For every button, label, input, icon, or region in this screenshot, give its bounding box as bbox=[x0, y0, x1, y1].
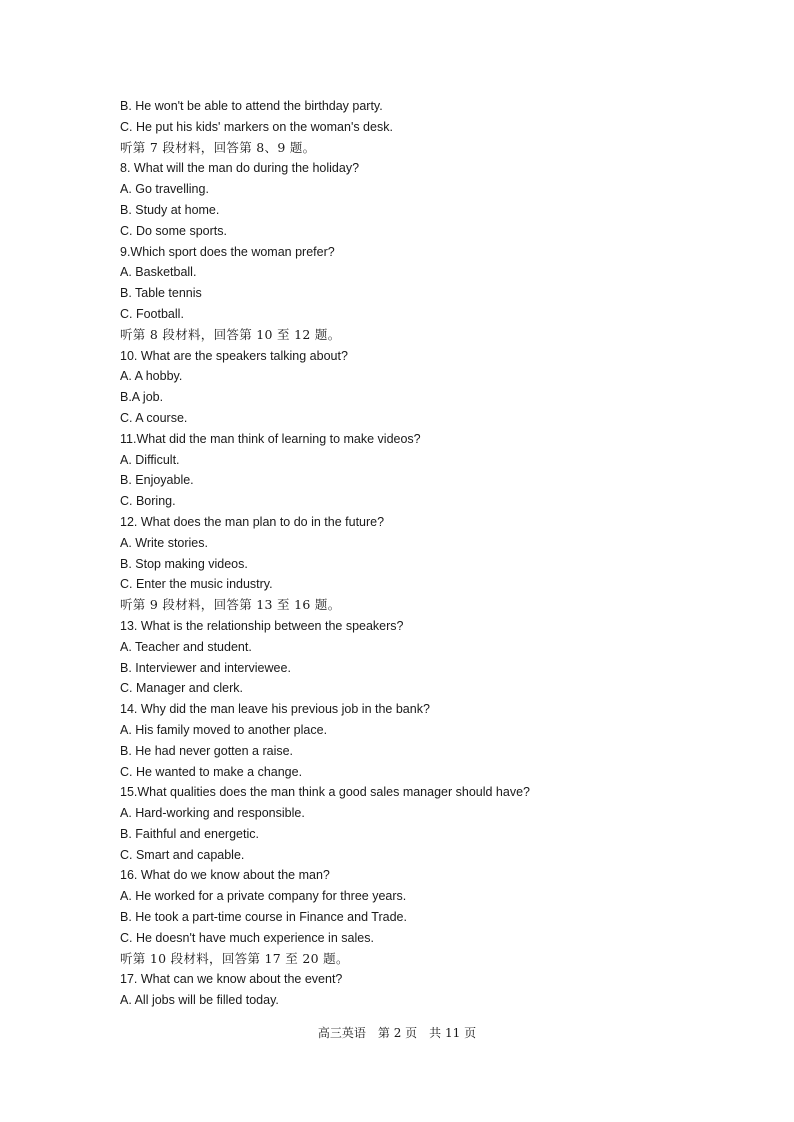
option-line: C. Manager and clerk. bbox=[120, 681, 243, 696]
question-line: 16. What do we know about the man? bbox=[120, 868, 330, 883]
question-line: 12. What does the man plan to do in the future? bbox=[120, 514, 385, 529]
question-list bbox=[120, 96, 720, 1011]
option-line: A. Teacher and student. bbox=[120, 639, 252, 654]
option-line: C. Football. bbox=[120, 306, 184, 321]
question-line: 17. What can we know about the event? bbox=[120, 972, 343, 987]
option-line: C. He wanted to make a change. bbox=[120, 764, 303, 779]
question-line: 14. Why did the man leave his previous job in the bank? bbox=[120, 702, 430, 717]
option-line: B. Table tennis bbox=[120, 286, 202, 301]
question-line: 9.Which sport does the woman prefer? bbox=[120, 244, 335, 259]
option-line: C. He put his kids' markers on the woman's desk. bbox=[120, 119, 393, 134]
option-line: B.A job. bbox=[120, 390, 164, 405]
section-instruction: 听第 10 段材料，回答第 17 至 20 题。 bbox=[120, 950, 349, 966]
option-line: A. He worked for a private company for three years. bbox=[120, 889, 407, 904]
option-line: B. Stop making videos. bbox=[120, 556, 248, 571]
option-line: A. His family moved to another place. bbox=[120, 722, 328, 737]
option-line: B. Interviewer and interviewee. bbox=[120, 660, 291, 675]
option-line: A. All jobs will be filled today. bbox=[120, 993, 279, 1008]
option-line: B. Enjoyable. bbox=[120, 473, 194, 488]
option-line: B. Study at home. bbox=[120, 202, 220, 217]
option-line: C. Smart and capable. bbox=[120, 847, 245, 862]
option-line: A. Difficult. bbox=[120, 452, 180, 467]
option-line: C. Boring. bbox=[120, 494, 176, 509]
option-line: C. He doesn't have much experience in sales. bbox=[120, 930, 374, 945]
question-line: 15.What qualities does the man think a good sales manager should have? bbox=[120, 785, 530, 800]
option-line: A. A hobby. bbox=[120, 369, 183, 384]
question-line: 11.What did the man think of learning to make videos? bbox=[120, 431, 421, 446]
option-line: B. Faithful and energetic. bbox=[120, 826, 259, 841]
page-footer: 高三英语 第 2 页 共 11 页 bbox=[317, 1026, 477, 1040]
option-line: B. He won't be able to attend the birthday party. bbox=[120, 99, 383, 113]
option-line: C. Do some sports. bbox=[120, 223, 227, 238]
option-line: A. Basketball. bbox=[120, 265, 197, 280]
question-line: 8. What will the man do during the holiday? bbox=[120, 161, 360, 176]
option-line: C. Enter the music industry. bbox=[120, 577, 273, 592]
option-line: B. He had never gotten a raise. bbox=[120, 743, 294, 758]
section-instruction: 听第 9 段材料，回答第 13 至 16 题。 bbox=[120, 597, 341, 613]
question-line: 13. What is the relationship between the speakers? bbox=[120, 618, 404, 633]
option-line: C. A course. bbox=[120, 410, 188, 425]
option-line: A. Write stories. bbox=[120, 535, 208, 550]
option-line: A. Hard-working and responsible. bbox=[120, 806, 305, 821]
section-instruction: 听第 7 段材料，回答第 8、9 题。 bbox=[120, 139, 316, 155]
question-line: 10. What are the speakers talking about? bbox=[120, 348, 348, 363]
section-instruction: 听第 8 段材料，回答第 10 至 12 题。 bbox=[120, 326, 341, 342]
option-line: A. Go travelling. bbox=[120, 182, 209, 197]
option-line: B. He took a part-time course in Finance and Trade. bbox=[120, 910, 407, 925]
